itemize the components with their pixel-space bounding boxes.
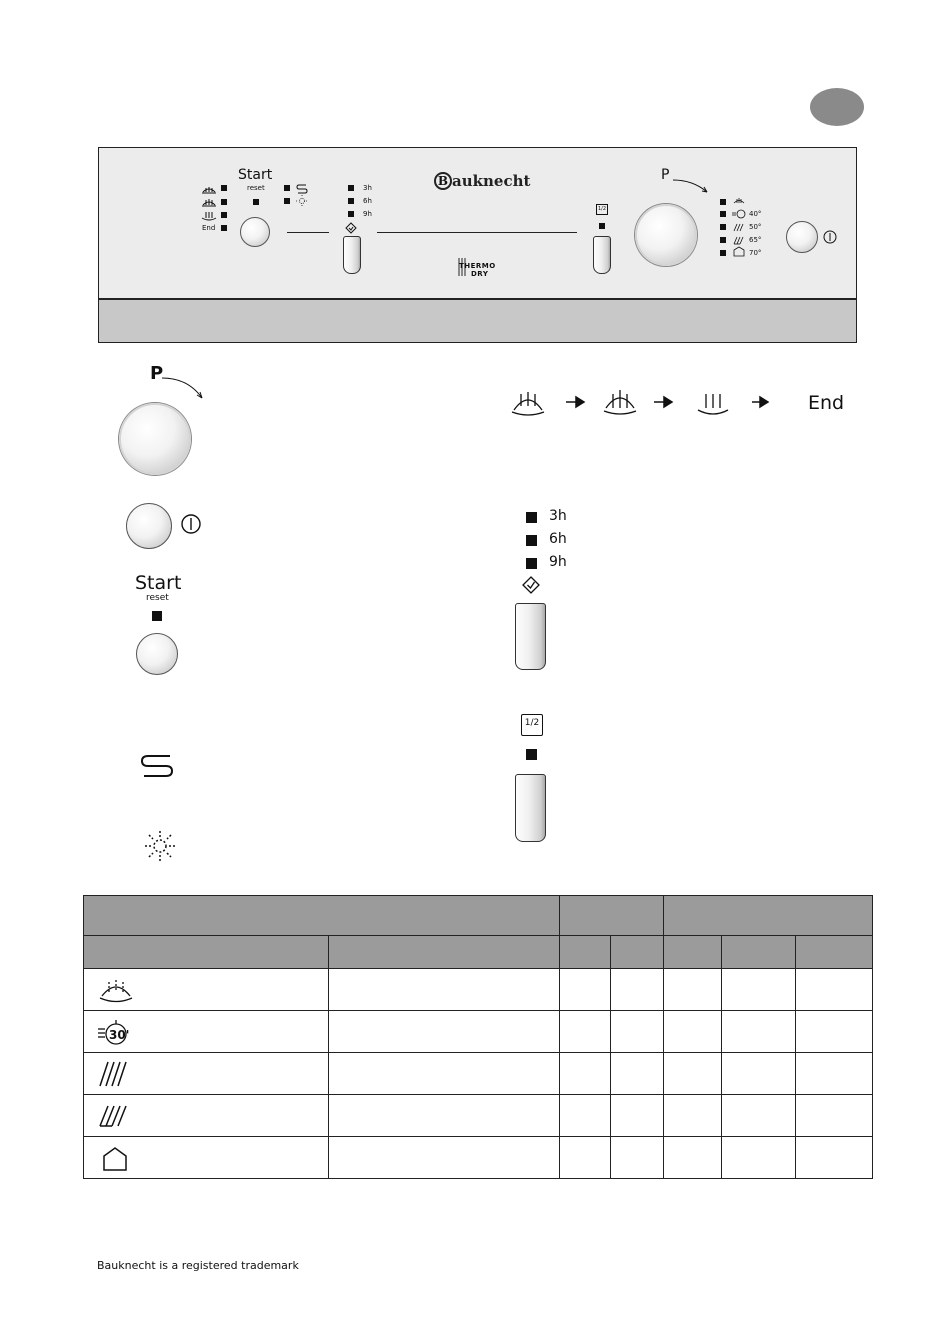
legend-delay-timer-button xyxy=(515,603,546,670)
brand-logo: auknecht xyxy=(452,172,531,190)
table-row xyxy=(84,1137,873,1179)
delay-led-6h xyxy=(348,198,354,204)
temp-label-65: 65° xyxy=(749,236,762,244)
legend-salt-icon xyxy=(138,750,178,782)
legend-delay-timer-icon xyxy=(521,575,541,595)
table-cell xyxy=(796,1095,873,1137)
salt-led xyxy=(284,185,290,191)
legend-program-dial xyxy=(119,403,191,475)
program-led-4 xyxy=(720,237,726,243)
power-icon xyxy=(822,229,838,245)
table-header-cell xyxy=(796,936,873,969)
thermo-dry-line2: DRY xyxy=(471,270,489,278)
table-header-cell xyxy=(329,936,560,969)
table-cell xyxy=(611,1053,664,1095)
program-dial[interactable] xyxy=(635,204,697,266)
start-led xyxy=(253,199,259,205)
legend-half-load-icon: 1/2 xyxy=(521,714,543,736)
table-cell xyxy=(560,1011,611,1053)
table-header-cell xyxy=(722,936,796,969)
temp-label-40: 40° xyxy=(749,210,762,218)
table-row xyxy=(84,1011,873,1053)
legend-dial-arrow-icon xyxy=(160,374,206,402)
salt-rinse-icons xyxy=(295,182,309,208)
table-header-cell xyxy=(664,936,722,969)
program-dial-label: P xyxy=(661,167,670,183)
table-cell xyxy=(329,1095,560,1137)
table-cell xyxy=(611,1137,664,1179)
phase-led-1 xyxy=(221,185,227,191)
table-header-cell xyxy=(560,936,611,969)
delay-led-9h xyxy=(348,211,354,217)
half-load-button[interactable] xyxy=(593,236,611,274)
legend-delay-led-3h xyxy=(526,512,537,523)
table-header-cell xyxy=(664,896,873,936)
table-cell xyxy=(84,969,329,1011)
table-cell xyxy=(722,1137,796,1179)
half-load-icon: 1/2 xyxy=(596,204,608,215)
table-cell xyxy=(611,1011,664,1053)
table-cell xyxy=(84,1053,329,1095)
program-led-1 xyxy=(720,199,726,205)
table-cell xyxy=(329,969,560,1011)
language-badge xyxy=(810,88,864,126)
table-header-cell xyxy=(84,936,329,969)
phase-led-2 xyxy=(221,199,227,205)
hotplate-icon xyxy=(96,1142,136,1174)
legend-start-label: Start xyxy=(135,572,182,594)
rinse-aid-led xyxy=(284,198,290,204)
table-cell xyxy=(611,969,664,1011)
table-cell xyxy=(722,969,796,1011)
table-header-cell xyxy=(560,896,664,936)
table-cell xyxy=(796,1137,873,1179)
table-row xyxy=(84,1053,873,1095)
phase-end-label: End xyxy=(202,224,216,232)
power-button[interactable] xyxy=(786,221,818,253)
footer-trademark: Bauknecht is a registered trademark xyxy=(97,1259,299,1272)
delay-timer-button[interactable] xyxy=(343,236,361,274)
table-cell xyxy=(664,1011,722,1053)
reset-label: reset xyxy=(247,184,265,192)
delay-label-6h: 6h xyxy=(363,197,372,205)
legend-delay-led-9h xyxy=(526,558,537,569)
table-cell xyxy=(796,1053,873,1095)
normal-icon xyxy=(96,1100,136,1132)
legend-power-icon xyxy=(180,513,202,535)
temp-label-50: 50° xyxy=(749,223,762,231)
table-cell xyxy=(560,1137,611,1179)
table-cell xyxy=(722,1011,796,1053)
delay-label-9h: 9h xyxy=(363,210,372,218)
table-cell xyxy=(329,1053,560,1095)
table-header-row-2 xyxy=(84,936,873,969)
table-header-row-1 xyxy=(84,896,873,936)
intensive-icon xyxy=(96,1058,136,1090)
program-led-5 xyxy=(720,250,726,256)
legend-start-led xyxy=(152,611,162,621)
delay-led-3h xyxy=(348,185,354,191)
table-cell xyxy=(664,1053,722,1095)
legend-reset-label: reset xyxy=(146,593,169,603)
table-cell xyxy=(611,1095,664,1137)
table-cell xyxy=(84,1137,329,1179)
dial-arrow-icon xyxy=(671,176,711,198)
table-header-cell xyxy=(611,936,664,969)
delay-label-3h: 3h xyxy=(363,184,372,192)
panel-strip xyxy=(99,298,856,342)
program-led-3 xyxy=(720,224,726,230)
table-row xyxy=(84,1095,873,1137)
quick-30-label: 30' xyxy=(109,1027,130,1042)
table-cell xyxy=(722,1095,796,1137)
start-label: Start xyxy=(238,167,273,183)
prewash-icon xyxy=(96,974,136,1006)
legend-rinse-aid-icon xyxy=(142,828,178,864)
phase-sequence-icons xyxy=(510,386,810,420)
phase-led-3 xyxy=(221,212,227,218)
phase-led-end xyxy=(221,225,227,231)
program-table xyxy=(83,895,873,1179)
legend-delay-label-6h: 6h xyxy=(549,531,567,547)
legend-start-button xyxy=(136,633,178,675)
table-cell xyxy=(84,1011,329,1053)
table-header-cell xyxy=(84,896,560,936)
delay-timer-icon xyxy=(345,222,357,234)
table-cell xyxy=(84,1095,329,1137)
legend-delay-label-3h: 3h xyxy=(549,508,567,524)
legend-end-label: End xyxy=(808,392,845,414)
legend-program-label: P xyxy=(150,363,164,384)
table-cell xyxy=(664,1137,722,1179)
table-row xyxy=(84,969,873,1011)
table-cell xyxy=(560,1053,611,1095)
half-load-led xyxy=(599,223,605,229)
temp-label-70: 70° xyxy=(749,249,762,257)
legend-delay-label-9h: 9h xyxy=(549,554,567,570)
table-cell xyxy=(722,1053,796,1095)
table-cell xyxy=(560,1095,611,1137)
quick-30-icon xyxy=(96,1016,136,1048)
brand-logo-mark: B xyxy=(434,172,452,190)
thermo-dry-line1: THERMO xyxy=(459,262,496,270)
program-led-2 xyxy=(720,211,726,217)
legend-half-load-led xyxy=(526,749,537,760)
table-cell xyxy=(329,1137,560,1179)
legend-power-button xyxy=(126,503,172,549)
table-cell xyxy=(329,1011,560,1053)
table-cell xyxy=(664,1095,722,1137)
table-cell xyxy=(796,969,873,1011)
legend-half-load-button xyxy=(515,774,546,842)
table-cell xyxy=(664,969,722,1011)
legend-delay-led-6h xyxy=(526,535,537,546)
table-cell xyxy=(560,969,611,1011)
start-reset-button[interactable] xyxy=(240,217,270,247)
program-icons xyxy=(731,195,747,257)
control-panel xyxy=(98,147,857,343)
table-cell xyxy=(796,1011,873,1053)
